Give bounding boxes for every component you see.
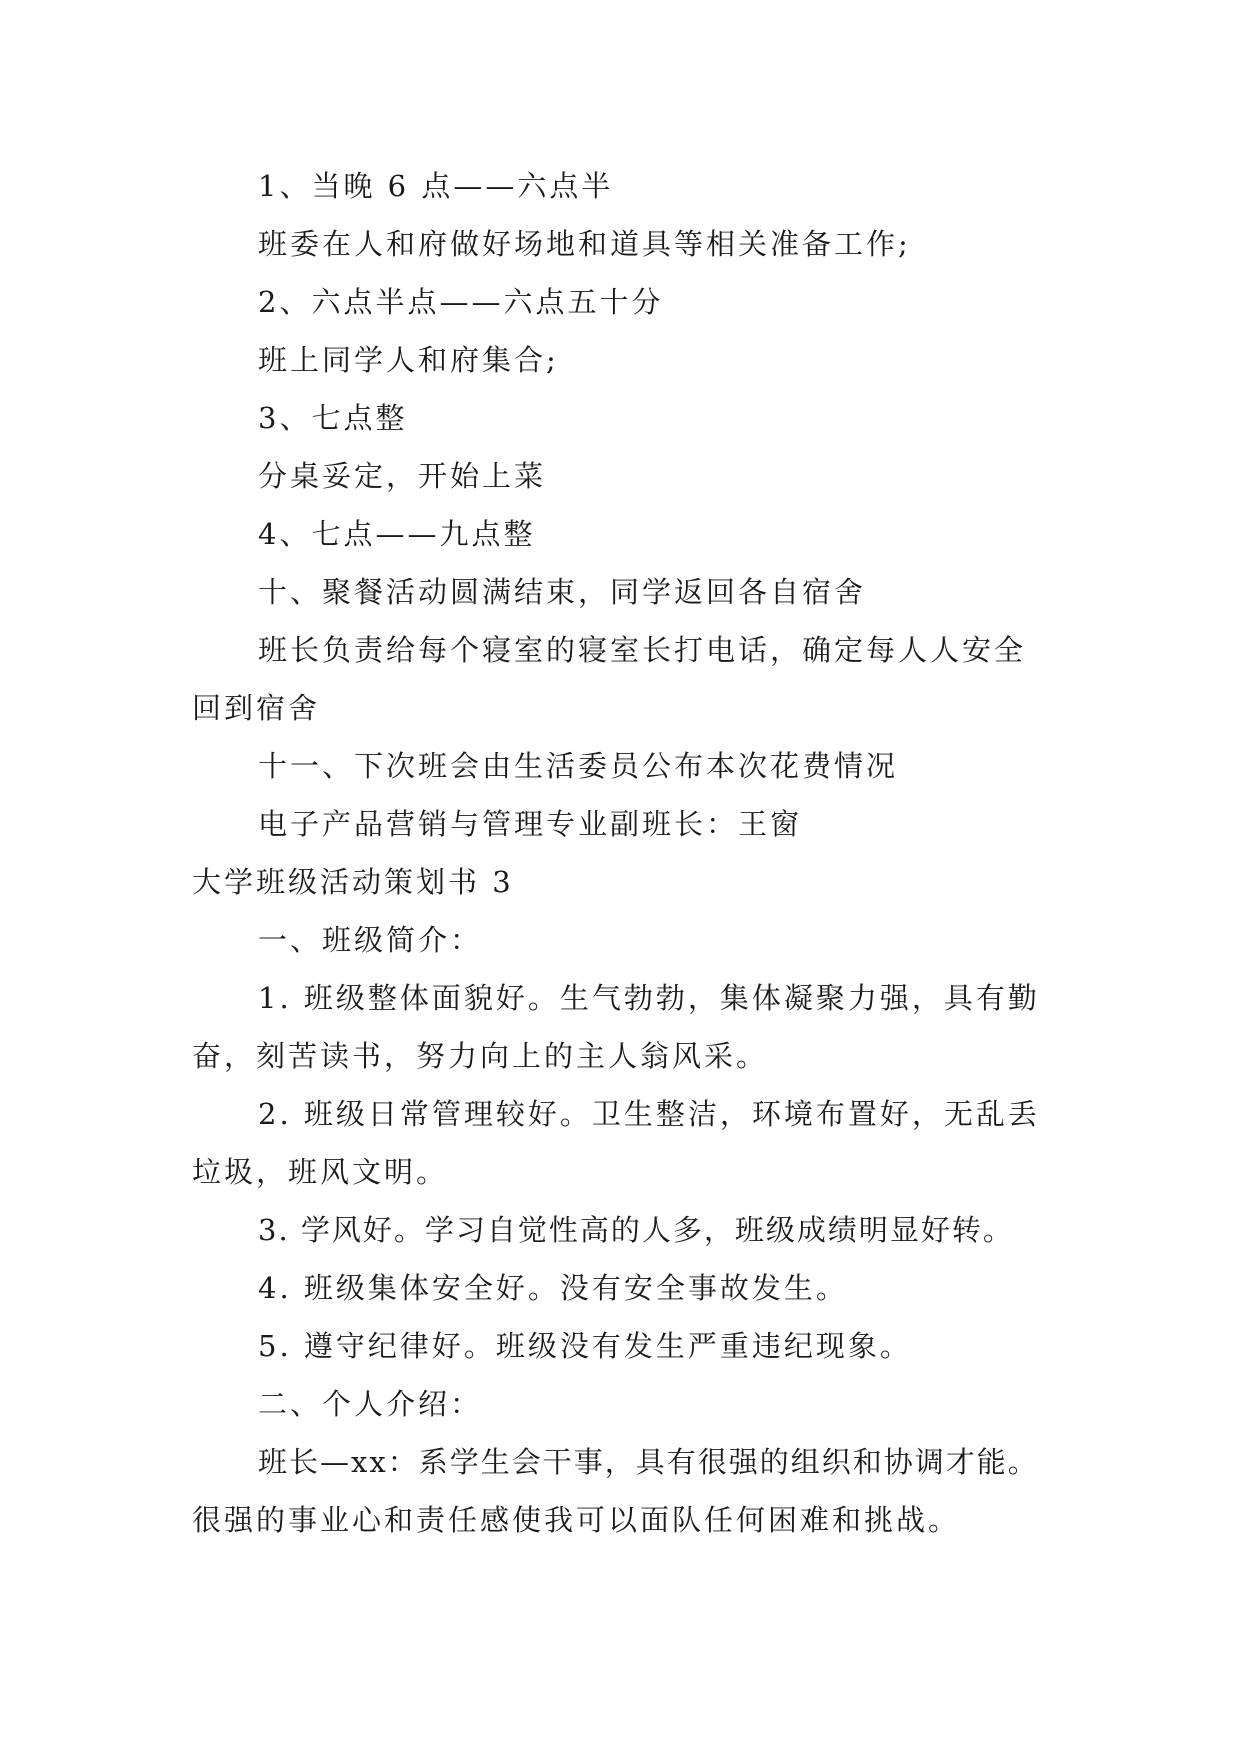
section-ten-heading: 十、聚餐活动圆满结束，同学返回各自宿舍 [258, 575, 867, 609]
paragraph-line: 1. 班级整体面貌好。生气勃勃，集体凝聚力强，具有勤 [258, 981, 1040, 1015]
schedule-item-2-time: 2、六点半点——六点五十分 [258, 285, 664, 319]
schedule-item-3-time: 3、七点整 [258, 401, 408, 435]
schedule-item-4-time: 4、七点——九点整 [258, 517, 536, 551]
paragraph-line: 3. 学风好。学习自觉性高的人多，班级成绩明显好转。 [258, 1213, 1014, 1247]
schedule-item-1-desc: 班委在人和府做好场地和道具等相关准备工作; [258, 227, 911, 261]
signature-line: 电子产品营销与管理专业副班长：王窗 [258, 807, 803, 841]
paragraph-line: 垃圾，班风文明。 [192, 1155, 449, 1189]
document-title: 大学班级活动策划书 3 [192, 865, 514, 899]
paragraph-line: 2. 班级日常管理较好。卫生整洁，环境布置好，无乱丢 [258, 1097, 1040, 1131]
paragraph-line: 很强的事业心和责任感使我可以面队任何困难和挑战。 [192, 1503, 961, 1537]
paragraph-line: 奋，刻苦读书，努力向上的主人翁风采。 [192, 1039, 769, 1073]
paragraph-line: 回到宿舍 [192, 691, 321, 725]
schedule-item-2-desc: 班上同学人和府集合; [258, 343, 559, 377]
paragraph-line: 班长负责给每个寝室的寝室长打电话，确定每人人安全 [258, 633, 1027, 667]
schedule-item-3-desc: 分桌妥定，开始上菜 [258, 459, 547, 493]
section-heading: 一、班级简介： [258, 923, 483, 957]
schedule-item-1-time: 1、当晚 6 点——六点半 [258, 169, 614, 203]
section-eleven-heading: 十一、下次班会由生活委员公布本次花费情况 [258, 749, 899, 783]
paragraph-line: 4. 班级集体安全好。没有安全事故发生。 [258, 1271, 848, 1305]
paragraph-line: 班长—xx：系学生会干事，具有很强的组织和协调才能。 [258, 1445, 1039, 1479]
section-heading: 二、个人介绍： [258, 1387, 483, 1421]
paragraph-line: 5. 遵守纪律好。班级没有发生严重违纪现象。 [258, 1329, 912, 1363]
